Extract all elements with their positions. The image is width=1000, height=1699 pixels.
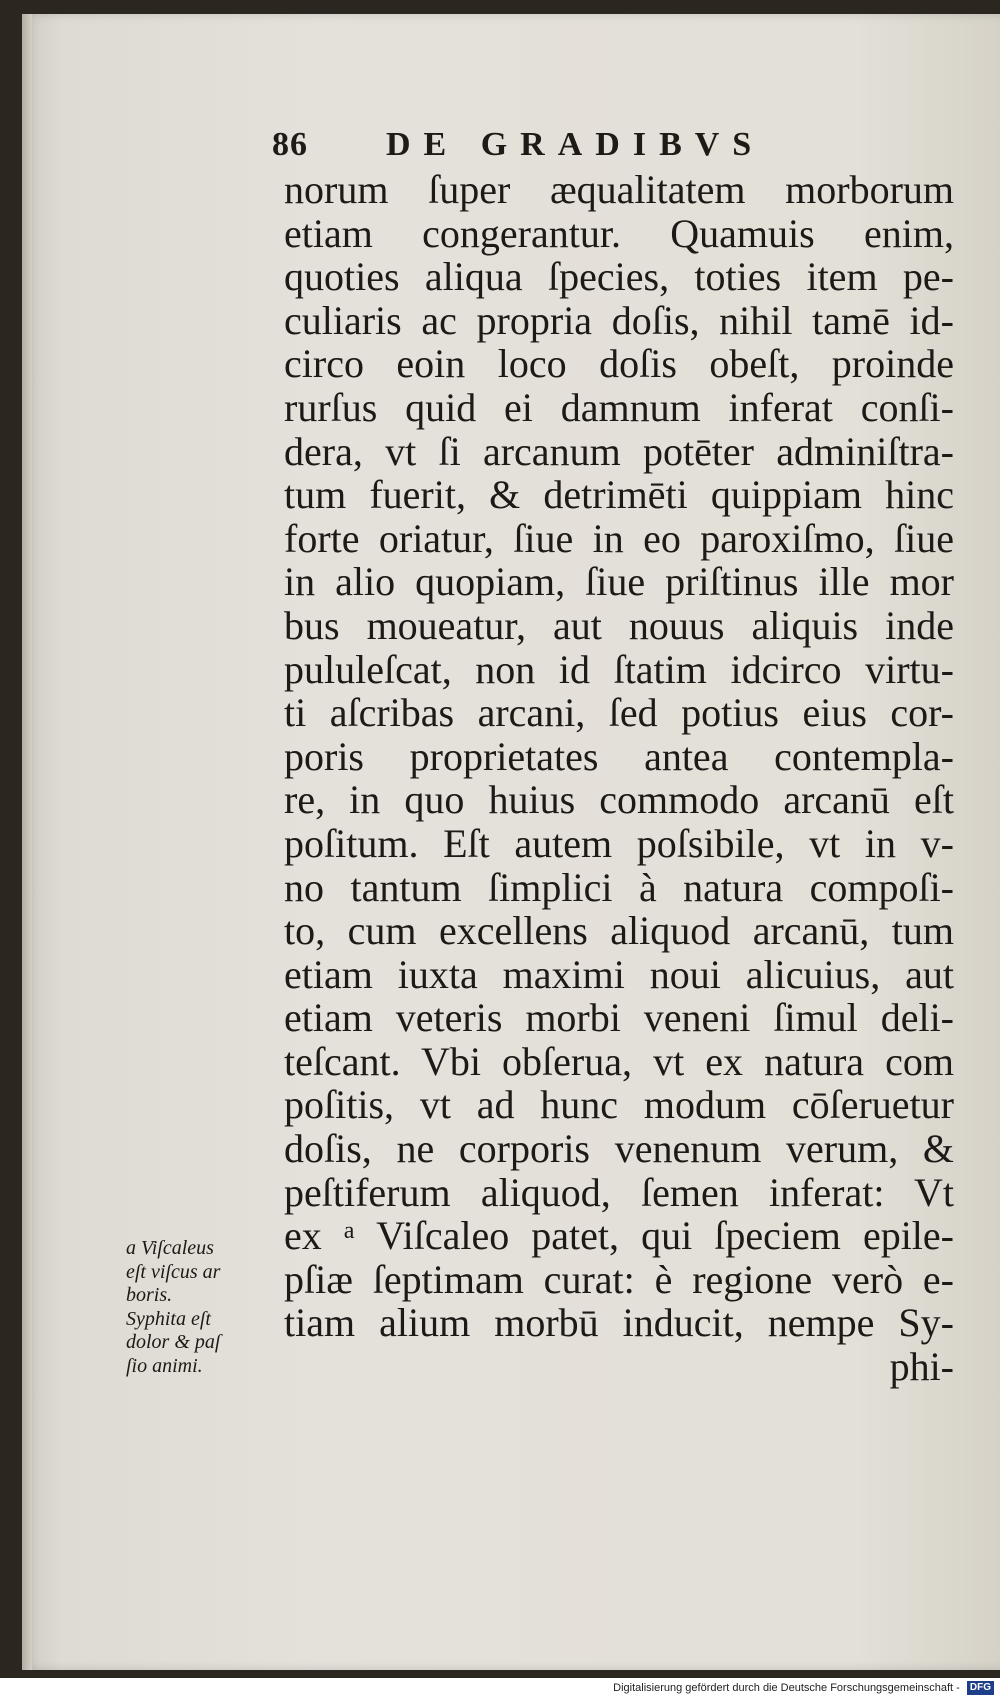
text-line: doſis, ne corporis venenum verum, & [284, 1126, 954, 1172]
text-line: tiam alium morbū inducit, nempe Sy- [284, 1300, 954, 1346]
running-title: DE GRADIBVS [386, 126, 765, 163]
main-text-block [284, 168, 954, 1389]
text-line: teſcant. Vbi obſerua, vt ex natura com [284, 1038, 954, 1084]
text-line: culiaris ac propria doſis, nihil tamē id- [284, 297, 954, 343]
text-line: peſtiferum aliquod, ſemen inferat: Vt [284, 1169, 954, 1215]
dfg-logo: DFG [967, 1681, 994, 1695]
page-number: 86 [272, 126, 308, 163]
text-line: forte oriatur, ſiue in eo paroxiſmo, ſiue [284, 515, 954, 561]
text-line: quoties aliqua ſpecies, toties item pe- [284, 254, 954, 300]
marginal-note-line: boris. [126, 1284, 173, 1306]
credit-text: Digitalisierung gefördert durch die Deutsche Forschungsgemeinschaft - [613, 1682, 960, 1694]
text-line: etiam congerantur. Quamuis enim, [284, 210, 954, 256]
text-line: no tantum ſimplici à natura compoſi- [284, 864, 954, 910]
text-line: bus moueatur, aut nouus aliquis inde [284, 602, 954, 648]
digitization-credit-bar [0, 1678, 1000, 1699]
text-line: re, in quo huius commodo arcanū eſt [284, 777, 954, 823]
text-line: circo eoin loco doſis obeſt, proinde [284, 341, 954, 387]
text-line: to, cum excellens aliquod arcanū, tum [284, 908, 954, 954]
text-line: tum fuerit, & detrimēti quippiam hinc [284, 472, 954, 518]
text-line: poris proprietates antea contempla- [284, 733, 954, 779]
text-line: poſitum. Eſt autem poſsibile, vt in v- [284, 820, 954, 866]
text-line: rurſus quid ei damnum inferat conſi- [284, 384, 954, 430]
page-gutter-edge [22, 14, 32, 1670]
marginal-note-line: Syphita eſt [126, 1307, 211, 1330]
catchword-line: phi- [889, 1344, 954, 1390]
marginal-note-line: ſio animi. [126, 1354, 203, 1377]
text-line: pſiæ ſeptimam curat: è regione verò e- [284, 1256, 954, 1302]
marginal-notes [126, 1237, 286, 1378]
text-line: ti aſcribas arcani, ſed potius eius cor- [284, 690, 954, 736]
marginal-note-line: a Viſcaleus [126, 1237, 214, 1259]
running-head [272, 126, 852, 166]
marginal-note-line: eſt viſcus ar [126, 1260, 221, 1283]
text-line: pululeſcat, non id ſtatim idcirco virtu- [284, 646, 954, 692]
text-line: poſitis, vt ad hunc modum cōſeruetur [284, 1082, 954, 1128]
text-line: etiam veteris morbi veneni ſimul deli- [284, 995, 954, 1041]
text-line: etiam iuxta maximi noui alicuius, aut [284, 951, 954, 997]
text-line: dera, vt ſi arcanum potēter adminiſtra- [284, 428, 954, 474]
text-line: in alio quopiam, ſiue priſtinus ille mor [284, 559, 954, 605]
text-line: ex ᵃ Viſcaleo patet, qui ſpeciem epile- [284, 1213, 954, 1259]
text-line: norum ſuper æqualitatem morborum [284, 167, 954, 212]
marginal-note-line: dolor & paſ [126, 1331, 221, 1353]
